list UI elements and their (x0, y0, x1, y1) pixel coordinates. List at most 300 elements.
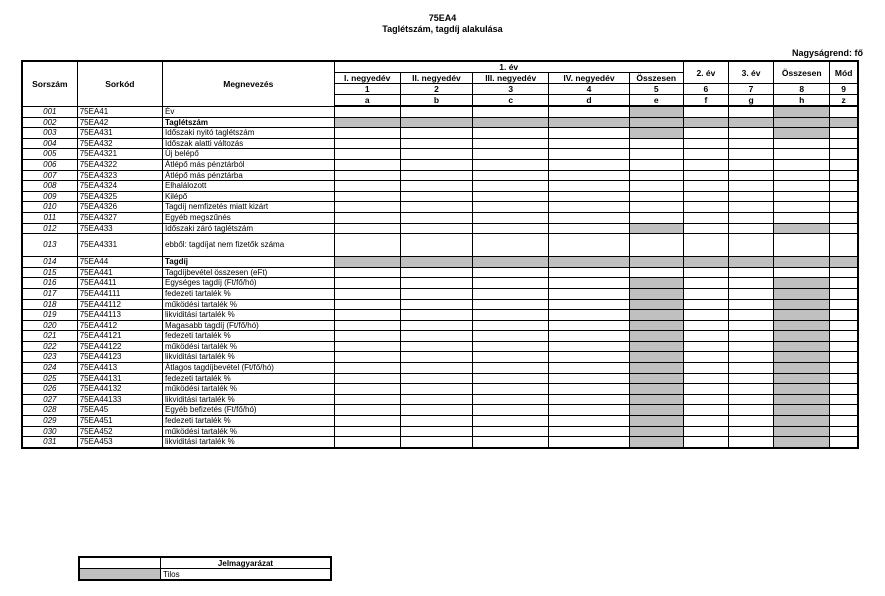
input-cell[interactable] (334, 352, 400, 363)
input-cell[interactable] (683, 191, 728, 202)
input-cell[interactable] (830, 181, 858, 192)
input-cell[interactable] (549, 191, 629, 202)
input-cell[interactable] (728, 299, 773, 310)
input-cell[interactable] (629, 159, 683, 170)
input-cell[interactable] (728, 191, 773, 202)
input-cell[interactable] (400, 267, 472, 278)
input-cell[interactable] (728, 202, 773, 213)
input-cell[interactable] (400, 373, 472, 384)
input-cell[interactable] (728, 212, 773, 223)
input-cell[interactable] (830, 267, 858, 278)
input-cell[interactable] (400, 223, 472, 234)
column-number: 3 (473, 84, 549, 95)
input-cell[interactable] (549, 138, 629, 149)
input-cell[interactable] (334, 223, 400, 234)
input-cell[interactable] (473, 159, 549, 170)
input-cell[interactable] (334, 138, 400, 149)
input-cell[interactable] (683, 405, 728, 416)
input-cell[interactable] (683, 202, 728, 213)
input-cell[interactable] (473, 191, 549, 202)
input-cell[interactable] (683, 267, 728, 278)
input-cell[interactable] (473, 234, 549, 257)
column-number: 8 (774, 84, 830, 95)
input-cell[interactable] (400, 416, 472, 427)
input-cell[interactable] (473, 405, 549, 416)
input-cell[interactable] (400, 202, 472, 213)
disabled-cell (774, 299, 830, 310)
input-cell[interactable] (683, 234, 728, 257)
input-cell[interactable] (549, 363, 629, 374)
input-cell[interactable] (473, 138, 549, 149)
input-cell[interactable] (830, 426, 858, 437)
input-cell[interactable] (629, 212, 683, 223)
input-cell[interactable] (683, 373, 728, 384)
header-mod: Mód (830, 61, 858, 84)
input-cell[interactable] (400, 352, 472, 363)
input-cell[interactable] (830, 191, 858, 202)
input-cell[interactable] (400, 331, 472, 342)
row-name: likviditási tartalék % (162, 352, 334, 363)
input-cell[interactable] (774, 212, 830, 223)
input-cell[interactable] (830, 331, 858, 342)
input-cell[interactable] (473, 288, 549, 299)
header-osszesen: Összesen (629, 73, 683, 84)
input-cell[interactable] (400, 405, 472, 416)
column-letter: z (830, 95, 858, 107)
row-code: 75EA45 (77, 405, 162, 416)
disabled-cell (629, 373, 683, 384)
input-cell[interactable] (334, 405, 400, 416)
disabled-cell (629, 288, 683, 299)
input-cell[interactable] (728, 181, 773, 192)
disabled-cell (774, 223, 830, 234)
input-cell[interactable] (549, 181, 629, 192)
disabled-cell (774, 373, 830, 384)
input-cell[interactable] (683, 181, 728, 192)
input-cell[interactable] (683, 138, 728, 149)
input-cell[interactable] (334, 384, 400, 395)
input-cell[interactable] (629, 191, 683, 202)
table-row (22, 257, 858, 268)
input-cell[interactable] (549, 416, 629, 427)
input-cell[interactable] (683, 278, 728, 289)
disabled-cell (629, 257, 683, 268)
input-cell[interactable] (400, 394, 472, 405)
input-cell[interactable] (400, 288, 472, 299)
row-name: fedezeti tartalék % (162, 288, 334, 299)
disabled-cell (774, 394, 830, 405)
input-cell[interactable] (549, 288, 629, 299)
input-cell[interactable] (728, 363, 773, 374)
input-cell[interactable] (629, 170, 683, 181)
row-code: 75EA4412 (77, 320, 162, 331)
input-cell[interactable] (473, 426, 549, 437)
input-cell[interactable] (334, 212, 400, 223)
input-cell[interactable] (400, 363, 472, 374)
input-cell[interactable] (830, 373, 858, 384)
input-cell[interactable] (549, 341, 629, 352)
input-cell[interactable] (400, 234, 472, 257)
input-cell[interactable] (728, 234, 773, 257)
input-cell[interactable] (473, 394, 549, 405)
input-cell[interactable] (549, 299, 629, 310)
table-row (22, 191, 858, 202)
input-cell[interactable] (334, 288, 400, 299)
input-cell[interactable] (830, 106, 858, 117)
input-cell[interactable] (473, 373, 549, 384)
input-cell[interactable] (549, 331, 629, 342)
header-q4: IV. negyedév (549, 73, 629, 84)
input-cell[interactable] (683, 320, 728, 331)
input-cell[interactable] (830, 128, 858, 139)
row-code: 75EA44121 (77, 331, 162, 342)
input-cell[interactable] (400, 191, 472, 202)
input-cell[interactable] (334, 106, 400, 117)
row-code: 75EA431 (77, 128, 162, 139)
input-cell[interactable] (549, 394, 629, 405)
input-cell[interactable] (334, 426, 400, 437)
input-cell[interactable] (549, 426, 629, 437)
input-cell[interactable] (728, 278, 773, 289)
row-name: működési tartalék % (162, 384, 334, 395)
input-cell[interactable] (334, 363, 400, 374)
input-cell[interactable] (473, 223, 549, 234)
input-cell[interactable] (473, 106, 549, 117)
row-number: 023 (22, 352, 77, 363)
row-number: 018 (22, 299, 77, 310)
input-cell[interactable] (549, 278, 629, 289)
disabled-cell (629, 384, 683, 395)
disabled-cell (774, 288, 830, 299)
input-cell[interactable] (728, 310, 773, 321)
input-cell[interactable] (629, 138, 683, 149)
legend-title: Jelmagyarázat (161, 557, 332, 569)
input-cell[interactable] (473, 267, 549, 278)
input-cell[interactable] (830, 170, 858, 181)
input-cell[interactable] (549, 223, 629, 234)
input-cell[interactable] (728, 331, 773, 342)
input-cell[interactable] (728, 341, 773, 352)
input-cell[interactable] (473, 299, 549, 310)
input-cell[interactable] (728, 384, 773, 395)
input-cell[interactable] (728, 159, 773, 170)
input-cell[interactable] (683, 341, 728, 352)
input-cell[interactable] (334, 394, 400, 405)
input-cell[interactable] (728, 288, 773, 299)
input-cell[interactable] (774, 181, 830, 192)
input-cell[interactable] (728, 267, 773, 278)
input-cell[interactable] (400, 212, 472, 223)
input-cell[interactable] (473, 310, 549, 321)
input-cell[interactable] (683, 416, 728, 427)
input-cell[interactable] (549, 149, 629, 160)
input-cell[interactable] (400, 310, 472, 321)
input-cell[interactable] (473, 416, 549, 427)
input-cell[interactable] (683, 159, 728, 170)
input-cell[interactable] (728, 106, 773, 117)
input-cell[interactable] (549, 352, 629, 363)
disabled-cell (629, 416, 683, 427)
input-cell[interactable] (728, 426, 773, 437)
input-cell[interactable] (830, 299, 858, 310)
input-cell[interactable] (728, 223, 773, 234)
table-row (22, 299, 858, 310)
input-cell[interactable] (549, 405, 629, 416)
input-cell[interactable] (473, 149, 549, 160)
row-number: 027 (22, 394, 77, 405)
input-cell[interactable] (473, 212, 549, 223)
row-code: 75EA41 (77, 106, 162, 117)
input-cell[interactable] (549, 320, 629, 331)
input-cell[interactable] (473, 331, 549, 342)
input-cell[interactable] (774, 202, 830, 213)
input-cell[interactable] (334, 234, 400, 257)
row-code: 75EA453 (77, 437, 162, 448)
input-cell[interactable] (830, 320, 858, 331)
input-cell[interactable] (473, 341, 549, 352)
row-name: likviditási tartalék % (162, 437, 334, 448)
input-cell[interactable] (774, 138, 830, 149)
row-name: Egyéb befizetés (Ft/fő/hó) (162, 405, 334, 416)
input-cell[interactable] (728, 416, 773, 427)
input-cell[interactable] (728, 352, 773, 363)
input-cell[interactable] (683, 437, 728, 448)
input-cell[interactable] (683, 426, 728, 437)
disabled-cell (334, 117, 400, 128)
input-cell[interactable] (830, 278, 858, 289)
input-cell[interactable] (400, 170, 472, 181)
input-cell[interactable] (400, 384, 472, 395)
row-code: 75EA44133 (77, 394, 162, 405)
input-cell[interactable] (774, 170, 830, 181)
input-cell[interactable] (473, 278, 549, 289)
input-cell[interactable] (334, 299, 400, 310)
input-cell[interactable] (334, 159, 400, 170)
input-cell[interactable] (473, 363, 549, 374)
input-cell[interactable] (400, 299, 472, 310)
input-cell[interactable] (728, 170, 773, 181)
row-code: 75EA44132 (77, 384, 162, 395)
disabled-cell (774, 363, 830, 374)
row-number: 005 (22, 149, 77, 160)
input-cell[interactable] (830, 234, 858, 257)
input-cell[interactable] (728, 373, 773, 384)
input-cell[interactable] (728, 394, 773, 405)
input-cell[interactable] (334, 267, 400, 278)
input-cell[interactable] (629, 181, 683, 192)
row-name: fedezeti tartalék % (162, 373, 334, 384)
input-cell[interactable] (473, 170, 549, 181)
row-name: Átlépő más pénztárba (162, 170, 334, 181)
input-cell[interactable] (683, 223, 728, 234)
input-cell[interactable] (774, 149, 830, 160)
input-cell[interactable] (683, 212, 728, 223)
row-name: működési tartalék % (162, 426, 334, 437)
input-cell[interactable] (334, 310, 400, 321)
input-cell[interactable] (400, 159, 472, 170)
input-cell[interactable] (830, 223, 858, 234)
input-cell[interactable] (683, 394, 728, 405)
input-cell[interactable] (549, 310, 629, 321)
input-cell[interactable] (683, 384, 728, 395)
input-cell[interactable] (728, 405, 773, 416)
input-cell[interactable] (334, 416, 400, 427)
input-cell[interactable] (683, 310, 728, 321)
input-cell[interactable] (830, 149, 858, 160)
input-cell[interactable] (549, 373, 629, 384)
input-cell[interactable] (830, 138, 858, 149)
input-cell[interactable] (774, 267, 830, 278)
row-name: Átlagos tagdíjbevétel (Ft/fő/hó) (162, 363, 334, 374)
input-cell[interactable] (473, 437, 549, 448)
input-cell[interactable] (400, 106, 472, 117)
disabled-cell (774, 320, 830, 331)
data-table (21, 60, 859, 449)
row-number: 013 (22, 234, 77, 257)
form-code: 75EA4 (428, 13, 457, 23)
input-cell[interactable] (830, 405, 858, 416)
input-cell[interactable] (400, 138, 472, 149)
input-cell[interactable] (830, 437, 858, 448)
input-cell[interactable] (629, 149, 683, 160)
row-name: Új belépő (162, 149, 334, 160)
input-cell[interactable] (334, 320, 400, 331)
disabled-cell (629, 106, 683, 117)
input-cell[interactable] (473, 181, 549, 192)
input-cell[interactable] (334, 181, 400, 192)
row-number: 006 (22, 159, 77, 170)
input-cell[interactable] (830, 394, 858, 405)
input-cell[interactable] (774, 159, 830, 170)
row-code: 75EA44113 (77, 310, 162, 321)
input-cell[interactable] (629, 234, 683, 257)
input-cell[interactable] (549, 234, 629, 257)
column-letter: a (334, 95, 400, 107)
row-name: fedezeti tartalék % (162, 331, 334, 342)
row-number: 022 (22, 341, 77, 352)
input-cell[interactable] (549, 106, 629, 117)
table-row (22, 426, 858, 437)
input-cell[interactable] (400, 426, 472, 437)
row-name: Elhalálozott (162, 181, 334, 192)
input-cell[interactable] (549, 128, 629, 139)
input-cell[interactable] (549, 267, 629, 278)
input-cell[interactable] (728, 138, 773, 149)
input-cell[interactable] (334, 278, 400, 289)
input-cell[interactable] (683, 128, 728, 139)
input-cell[interactable] (400, 341, 472, 352)
input-cell[interactable] (334, 437, 400, 448)
disabled-cell (334, 257, 400, 268)
input-cell[interactable] (629, 202, 683, 213)
input-cell[interactable] (549, 202, 629, 213)
input-cell[interactable] (683, 352, 728, 363)
input-cell[interactable] (400, 437, 472, 448)
input-cell[interactable] (774, 234, 830, 257)
input-cell[interactable] (683, 331, 728, 342)
input-cell[interactable] (830, 212, 858, 223)
disabled-cell (830, 117, 858, 128)
input-cell[interactable] (334, 341, 400, 352)
input-cell[interactable] (830, 363, 858, 374)
input-cell[interactable] (400, 320, 472, 331)
row-code: 75EA4326 (77, 202, 162, 213)
input-cell[interactable] (683, 288, 728, 299)
input-cell[interactable] (334, 128, 400, 139)
input-cell[interactable] (683, 299, 728, 310)
row-number: 030 (22, 426, 77, 437)
input-cell[interactable] (400, 278, 472, 289)
disabled-cell (629, 128, 683, 139)
row-number: 002 (22, 117, 77, 128)
input-cell[interactable] (830, 416, 858, 427)
row-code: 75EA42 (77, 117, 162, 128)
input-cell[interactable] (334, 149, 400, 160)
input-cell[interactable] (830, 384, 858, 395)
input-cell[interactable] (334, 170, 400, 181)
header-q2: II. negyedév (400, 73, 472, 84)
input-cell[interactable] (473, 202, 549, 213)
input-cell[interactable] (830, 288, 858, 299)
input-cell[interactable] (473, 320, 549, 331)
row-number: 026 (22, 384, 77, 395)
table-row (22, 223, 858, 234)
disabled-cell (629, 405, 683, 416)
input-cell[interactable] (774, 191, 830, 202)
row-number: 003 (22, 128, 77, 139)
input-cell[interactable] (549, 437, 629, 448)
input-cell[interactable] (400, 181, 472, 192)
input-cell[interactable] (830, 310, 858, 321)
input-cell[interactable] (683, 363, 728, 374)
input-cell[interactable] (549, 159, 629, 170)
input-cell[interactable] (334, 191, 400, 202)
input-cell[interactable] (683, 106, 728, 117)
input-cell[interactable] (683, 149, 728, 160)
input-cell[interactable] (830, 352, 858, 363)
input-cell[interactable] (549, 170, 629, 181)
input-cell[interactable] (334, 373, 400, 384)
input-cell[interactable] (549, 212, 629, 223)
disabled-cell (774, 416, 830, 427)
disabled-cell (629, 394, 683, 405)
input-cell[interactable] (334, 331, 400, 342)
input-cell[interactable] (830, 202, 858, 213)
input-cell[interactable] (549, 384, 629, 395)
input-cell[interactable] (473, 384, 549, 395)
input-cell[interactable] (830, 341, 858, 352)
input-cell[interactable] (334, 202, 400, 213)
input-cell[interactable] (629, 267, 683, 278)
disabled-cell (774, 331, 830, 342)
input-cell[interactable] (473, 352, 549, 363)
input-cell[interactable] (830, 159, 858, 170)
row-code: 75EA433 (77, 223, 162, 234)
input-cell[interactable] (683, 170, 728, 181)
input-cell[interactable] (400, 128, 472, 139)
disabled-cell (629, 331, 683, 342)
input-cell[interactable] (728, 149, 773, 160)
input-cell[interactable] (728, 128, 773, 139)
column-letter: e (629, 95, 683, 107)
table-row (22, 363, 858, 374)
input-cell[interactable] (473, 128, 549, 139)
input-cell[interactable] (728, 437, 773, 448)
row-name: fedezeti tartalék % (162, 416, 334, 427)
input-cell[interactable] (400, 149, 472, 160)
disabled-cell (774, 106, 830, 117)
input-cell[interactable] (728, 320, 773, 331)
